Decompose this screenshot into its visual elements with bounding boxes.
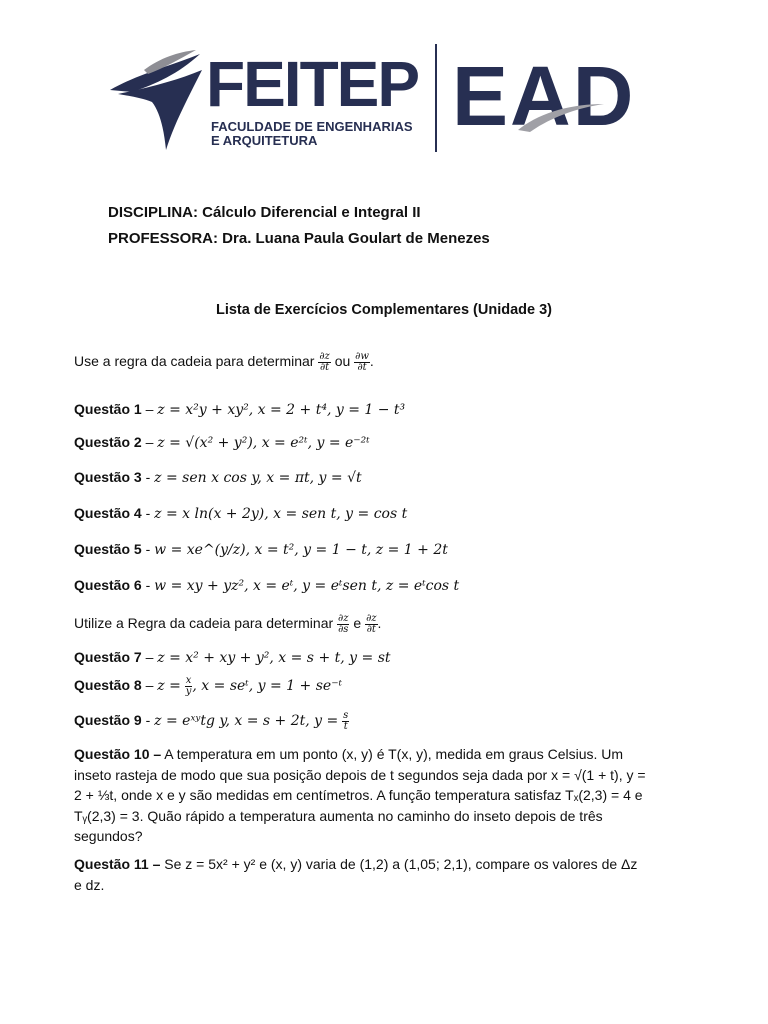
fraction-denominator: y [185,686,192,697]
question-9 [74,711,349,732]
question-label: Questão 4 [74,505,142,521]
fraction-numerator: ∂z [338,613,349,624]
question-label: Questão 9 [74,712,142,729]
fraction-denominator: ∂t [366,624,376,635]
question-expression: z = eˣʸtg y, x = s + 2t, y = [154,713,339,730]
question-label: Questão 7 [74,649,142,665]
question-3 [74,469,362,486]
question-text-line-2: e dz. [74,876,105,893]
question-text-line-4: Tᵧ(2,3) = 3. Quão rápido a temperatura aumenta no caminho do inseto depois de três [74,807,603,824]
question-expression: z = [157,678,181,695]
question-11 [74,854,658,895]
feitep-logo-text: FEITEP [206,48,419,120]
instruction-period: . [369,353,374,370]
discipline-line: DISCIPLINA: Cálculo Diferencial e Integral II [108,204,421,221]
ead-logo-text: EAD [452,49,636,143]
fraction-numerator: s [343,710,349,721]
section-1-instruction [74,352,374,373]
question-label: Questão 3 [74,469,142,485]
question-expression: z = x² + xy + y², x = s + t, y = st [157,650,391,666]
fraction-denominator: t [343,721,348,732]
institution-header [108,40,668,160]
logo-subtitle-line-1: FACULDADE DE ENGENHARIAS [211,119,413,134]
professor-line: PROFESSORA: Dra. Luana Paula Goulart de Menezes [108,230,490,247]
fraction-numerator: ∂w [355,351,369,362]
question-separator: - [141,505,155,521]
question-expression: z = √(x² + y²), x = e²ᵗ, y = e⁻²ᵗ [157,435,370,451]
question-expression-end: , x = seᵗ, y = 1 + se⁻ᵗ [192,678,343,695]
question-1 [74,401,405,418]
question-5 [74,541,448,558]
question-text-line-1: Se z = 5x² + y² e (x, y) varia de (1,2) a (1,05; 2,1), compare os valores de Δz [160,856,638,872]
page-title: Lista de Exercícios Complementares (Unidade 3) [215,302,553,318]
fraction-dz-ds [337,614,349,635]
feitep-logo-subtitle [211,120,413,148]
logo-divider [435,44,437,152]
question-separator: – [141,401,158,417]
fraction-numerator: x [185,675,192,686]
question-8 [74,676,342,697]
question-expression: z = x²y + xy², x = 2 + t⁴, y = 1 − t³ [157,402,406,418]
fraction-denominator: ∂t [357,362,367,373]
instruction-period: . [377,615,382,632]
question-separator: – [141,649,158,665]
question-label: Questão 10 – [74,746,162,762]
question-label: Questão 6 [74,577,142,593]
question-10 [74,744,658,847]
question-separator: - [141,469,155,485]
question-separator: - [141,541,155,557]
logo-subtitle-line-2: E ARQUITETURA [211,133,318,148]
question-text-line-1: A temperatura em um ponto (x, y) é T(x, y), medida em graus Celsius. Um [161,746,624,762]
question-text-line-3: 2 + ⅓t, onde x e y são medidas em centímetros. A função temperatura satisfaz Tₓ(2,3) = 4 e [74,787,643,803]
question-label: Questão 2 [74,434,142,450]
question-expression: w = xe^(y/z), x = t², y = 1 − t, z = 1 + 2t [154,542,448,558]
fraction-numerator: ∂z [366,613,377,624]
question-separator: - [141,712,155,729]
instruction-text: Use a regra da cadeia para determinar [74,353,315,370]
section-2-instruction [74,614,381,635]
question-label: Questão 11 – [74,856,161,872]
question-expression: z = x ln(x + 2y), x = sen t, y = cos t [154,506,408,522]
question-4 [74,505,407,522]
fraction-denominator: ∂t [319,362,330,373]
question-label: Questão 5 [74,541,142,557]
instruction-or: ou [334,353,351,370]
feitep-bird-icon [108,40,208,152]
question-7 [74,649,391,666]
question-separator: – [141,434,158,450]
question-6 [74,577,459,594]
question-expression: w = xy + yz², x = eᵗ, y = eᵗsen t, z = eᵗcos t [154,578,460,594]
course-info [108,200,490,252]
fraction-s-over-t [342,711,349,732]
question-label: Questão 8 [74,677,142,694]
question-label: Questão 1 [74,401,142,417]
question-separator: - [141,577,155,593]
fraction-dw-dt [354,352,370,373]
fraction-dz-dt [318,352,330,373]
fraction-dz-dt [365,614,377,635]
instruction-text: Utilize a Regra da cadeia para determinar [74,615,334,632]
instruction-and: e [353,615,362,632]
question-expression: z = sen x cos y, x = πt, y = √t [154,470,362,486]
question-separator: – [141,677,158,694]
ead-swoosh-icon [516,98,606,134]
fraction-numerator: ∂z [319,351,330,362]
question-text-line-2: inseto rasteja de modo que sua posição depois de t segundos seja dada por x = √(1 + t), y = [74,766,646,783]
fraction-denominator: ∂s [338,624,349,635]
question-2 [74,434,370,451]
question-text-line-5: segundos? [74,828,143,844]
